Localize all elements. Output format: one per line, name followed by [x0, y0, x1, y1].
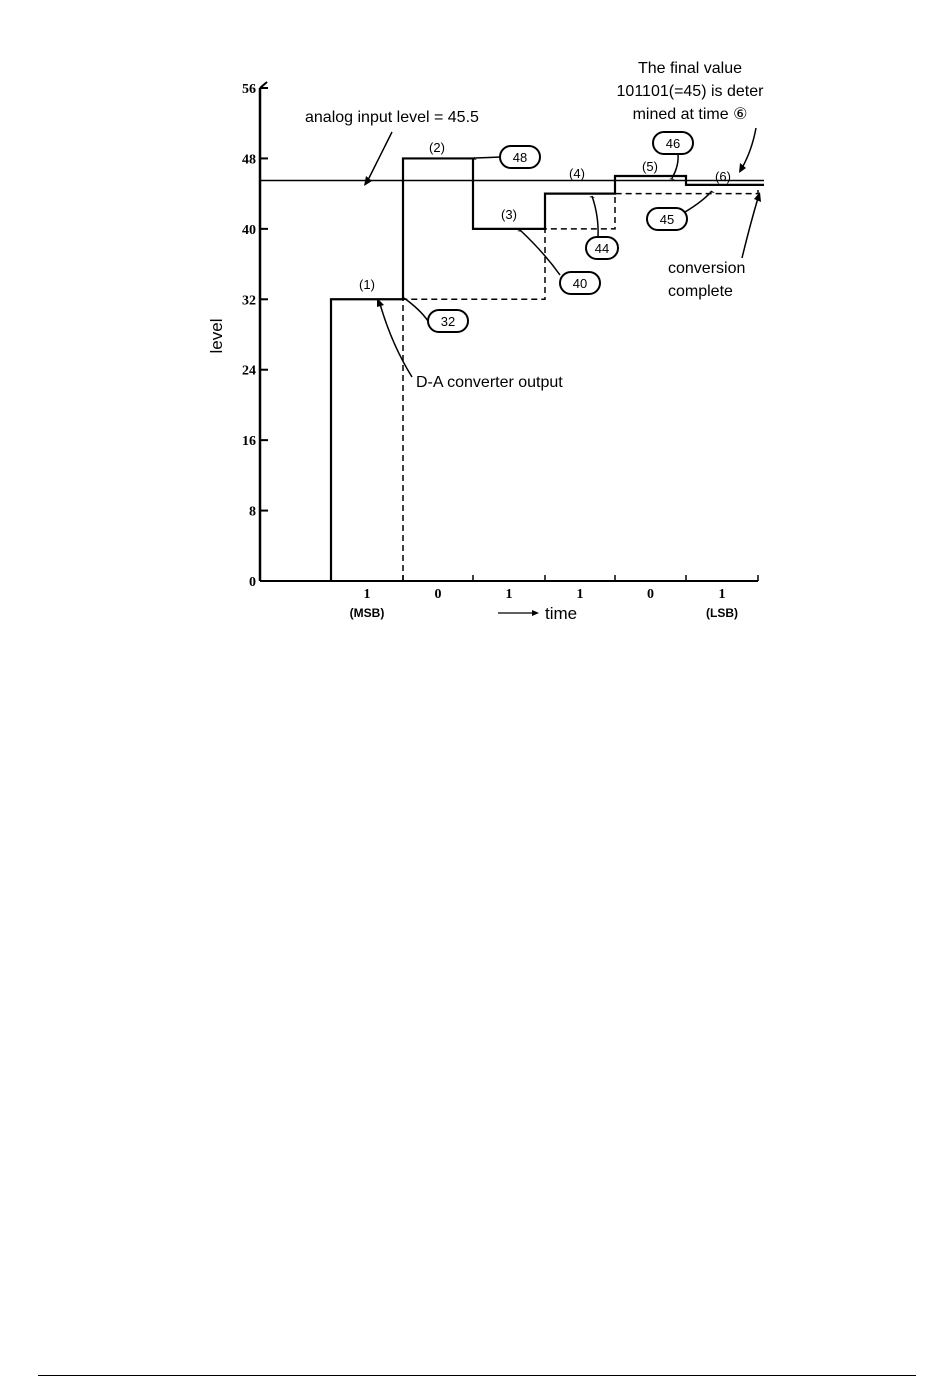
callout-value: 32	[440, 314, 456, 329]
callouts	[364, 128, 761, 377]
bit-label: 1	[505, 587, 513, 602]
step-label: (2)	[429, 140, 445, 155]
y-tick-label: 48	[242, 152, 256, 168]
y-tick-label: 24	[242, 363, 256, 379]
y-tick-label: 16	[242, 434, 256, 450]
step-label: (5)	[642, 159, 658, 174]
footer-rule	[38, 1375, 916, 1376]
complete-pointer	[742, 198, 758, 258]
final-value-note: The final value	[637, 60, 743, 77]
callout-pointer	[592, 196, 598, 237]
callout-pointer	[404, 298, 428, 321]
bit-label: 1	[576, 587, 584, 602]
callout-value: 48	[512, 150, 528, 165]
step-label: (3)	[501, 207, 517, 222]
da-output-curve	[331, 158, 764, 581]
final-value-note: mined at time ⑥	[632, 106, 748, 123]
da-output-label: D-A converter output	[416, 374, 563, 391]
callout-value: 44	[594, 241, 610, 256]
y-tick-label: 56	[242, 82, 256, 97]
bit-label: 0	[647, 587, 654, 602]
step-label: (4)	[569, 166, 585, 181]
time-arrowhead	[532, 610, 539, 616]
da-pointer	[380, 304, 412, 377]
callout-value: 40	[572, 276, 588, 291]
callout-value: 45	[659, 212, 675, 227]
final-pointer	[742, 128, 756, 168]
callout-pointer	[520, 230, 560, 275]
y-tick-label: 40	[242, 222, 256, 238]
step-label: (6)	[715, 169, 731, 184]
analog-arrowhead	[364, 176, 372, 186]
bit-label: 0	[434, 587, 442, 602]
msb-label: (MSB)	[349, 606, 385, 620]
callout-pointer	[474, 157, 500, 158]
analog-input-label: analog input level = 45.5	[305, 109, 479, 126]
bit-label: 1	[718, 587, 726, 602]
conversion-complete-note: complete	[668, 283, 733, 300]
y-tick-label: 8	[249, 504, 256, 520]
conversion-complete-note: conversion	[668, 260, 746, 277]
callout-value: 46	[665, 136, 681, 151]
bit-label: 1	[363, 587, 371, 602]
final-value-note: 101101(=45) is deter	[616, 83, 764, 100]
callout-pointer	[672, 154, 678, 178]
final-arrowhead	[739, 163, 746, 173]
x-axis-label: time	[545, 604, 578, 623]
y-axis-label: level	[207, 318, 226, 354]
y-tick-label: 32	[242, 293, 256, 309]
step-label: (1)	[359, 277, 375, 292]
lsb-label: (LSB)	[706, 606, 738, 620]
analog-pointer	[368, 132, 392, 180]
y-tick-label: 0	[249, 575, 256, 590]
